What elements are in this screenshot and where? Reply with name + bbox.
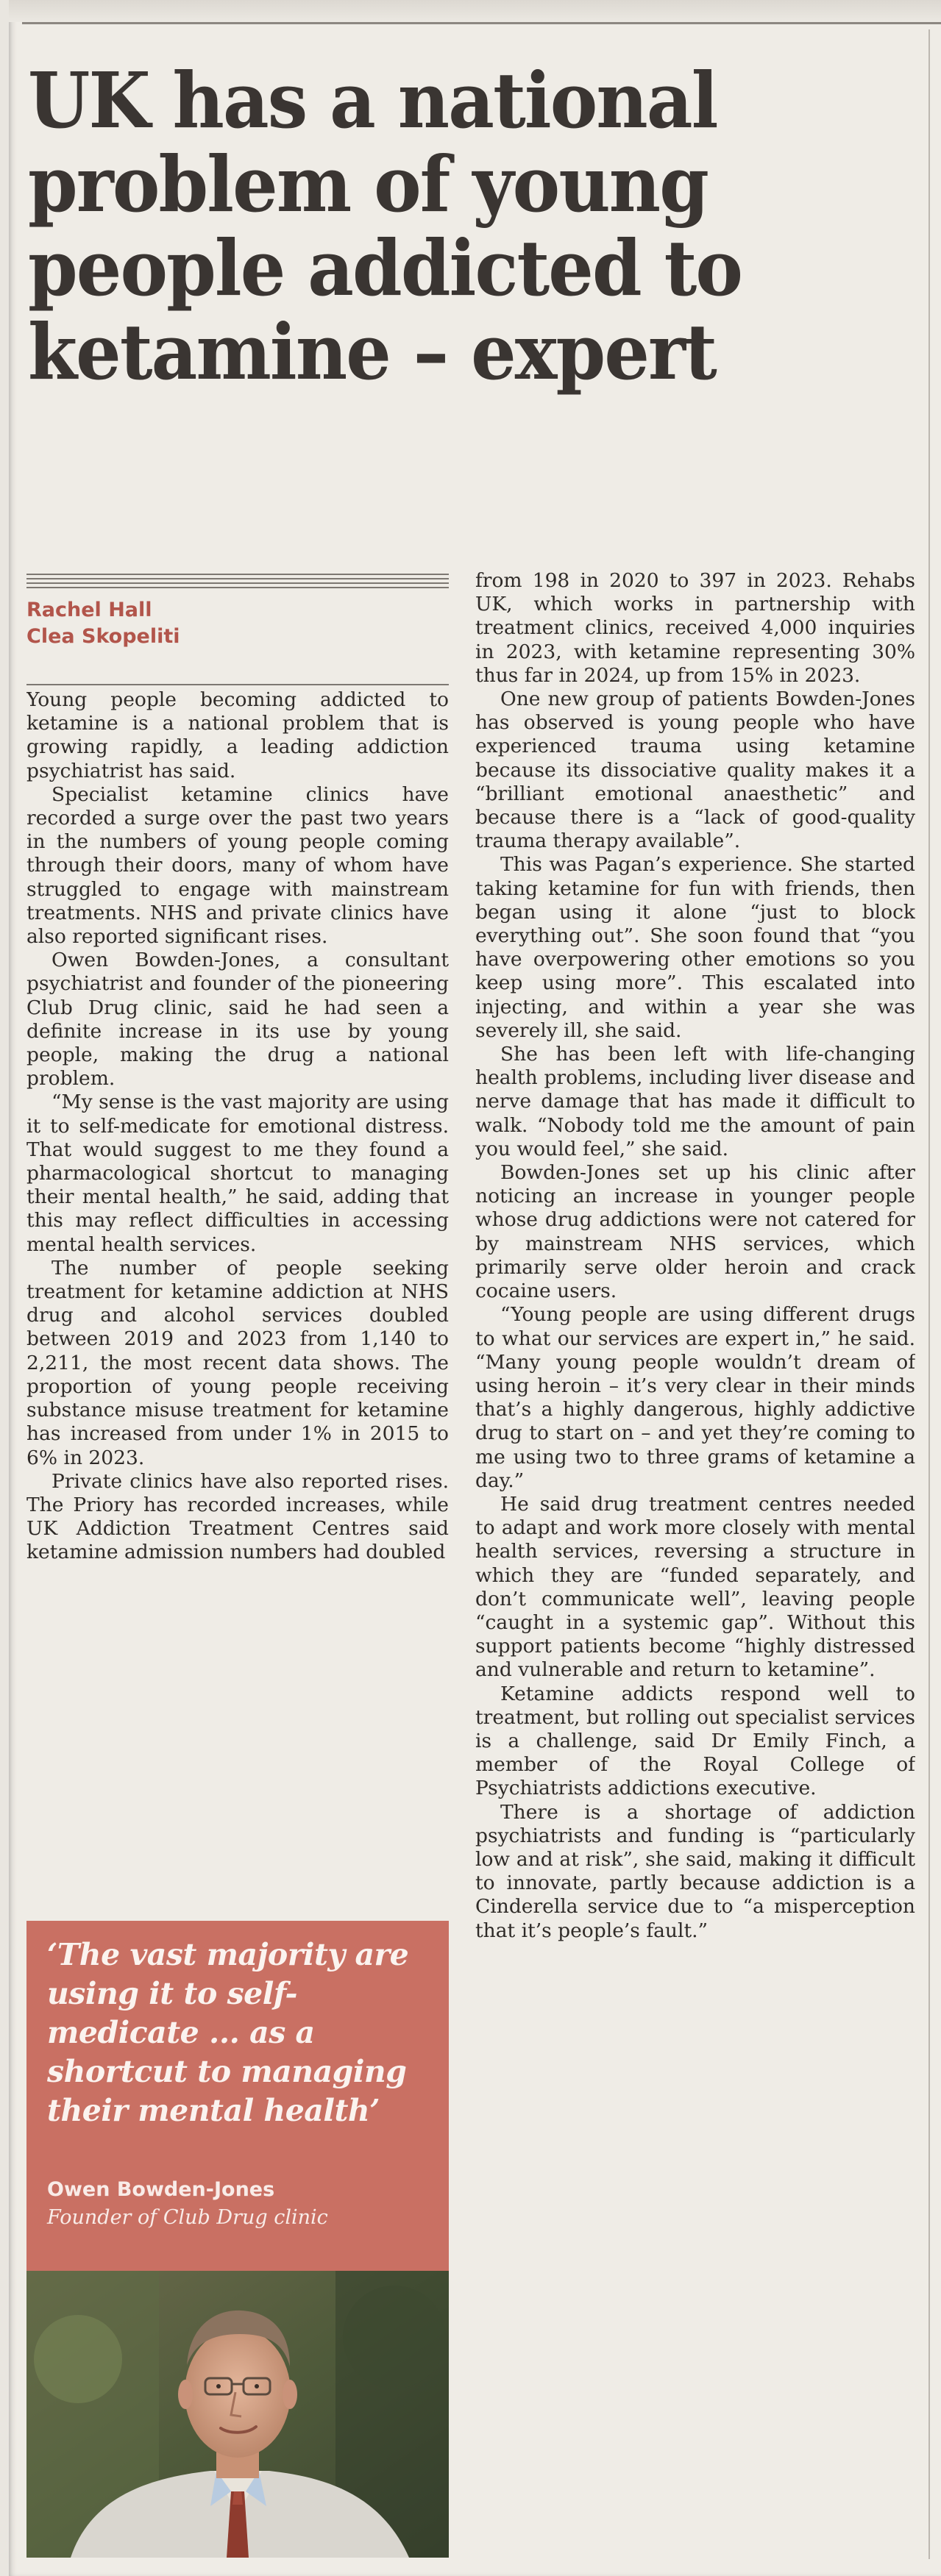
byline-rules bbox=[26, 574, 449, 591]
paragraph: Young people becoming addicted to ketamine is a national problem that is growing rapidly, a leading addiction psychiatrist has said. bbox=[26, 688, 449, 782]
column-rule bbox=[928, 29, 930, 2559]
top-rule bbox=[22, 22, 941, 24]
paragraph: The number of people seeking treatment for ketamine addiction at NHS drug and alcohol services doubled between 2019 and 2023 from 1,140 to 2,211, the most recent data shows. The proportion of young people receiving substance misuse treatment for ketamine has increased from under 1% in 2015 to 6% in 2023. bbox=[26, 1256, 449, 1469]
paragraph: One new group of patients Bowden-Jones has observed is young people who have experienced trauma using ketamine because its dissociative quality makes it a “brilliant emotional anaesthetic” and because there is a “lack of good-quality trauma therapy available”. bbox=[475, 688, 915, 853]
pull-quote bbox=[26, 1921, 449, 2271]
paragraph: There is a shortage of addiction psychiatrists and funding is “particularly low and at risk”, she said, making it difficult to innovate, partly because addiction is a Cinderella service due to “a misperception that it’s people’s fault.” bbox=[475, 1800, 915, 1942]
paragraph: Owen Bowden-Jones, a consultant psychiatrist and founder of the pioneering Club Drug clinic, said he had seen a definite increase in its use by young people, making the drug a national problem. bbox=[26, 949, 449, 1091]
paragraph: “My sense is the vast majority are using it to self-medicate for emotional distress. That would suggest to me they found a pharmacological shortcut to managing their mental health,” he said, adding that this may reflect difficulties in accessing mental health services. bbox=[26, 1091, 449, 1256]
paragraph: He said drug treatment centres needed to adapt and work more closely with mental health services, reversing a structure in which they are “funded separately, and don’t communicate well”, leaving people “caught in a systemic gap”. Without this support patients become “highly distressed and vulnerable and return to ketamine”. bbox=[475, 1492, 915, 1682]
byline-divider bbox=[26, 684, 449, 685]
column-1 bbox=[26, 688, 449, 1880]
paragraph: from 198 in 2020 to 397 in 2023. Rehabs UK, which works in partnership with treatment clinics, received 4,000 inquiries in 2023, with ketamine representing 30% thus far in 2024, up from 15% in 2023. bbox=[475, 569, 915, 687]
paragraph: Specialist ketamine clinics have recorded a surge over the past two years in the numbers of young people coming through their doors, many of whom have struggled to engage with mainstream treatments. NHS and private clinics have also reported significant rises. bbox=[26, 782, 449, 949]
byline bbox=[26, 597, 449, 650]
paragraph: She has been left with life-changing health problems, including liver disease and nerve damage that has made it difficult to walk. “Nobody told me the amount of pain you would feel,” she said. bbox=[475, 1043, 915, 1160]
portrait-photo bbox=[26, 2271, 449, 2558]
pull-quote-text: ‘The vast majority are using it to self-medicate ... as a shortcut to managing their mental health’ bbox=[47, 1937, 409, 2128]
page-top-strip bbox=[9, 0, 941, 22]
author-1: Rachel Hall bbox=[26, 599, 152, 621]
paragraph: This was Pagan’s experience. She started taking ketamine for fun with friends, then began using it alone “just to block everything out”. She soon found that “you have overpowering other emotions so you keep using more”. This escalated into injecting, and within a year she was severely ill, she said. bbox=[475, 853, 915, 1042]
paragraph: Bowden-Jones set up his clinic after noticing an increase in younger people whose drug addictions were not catered for by mainstream NHS services, which primarily serve older heroin and crack cocaine users. bbox=[475, 1161, 915, 1303]
portrait-illustration bbox=[26, 2271, 449, 2558]
paragraph: Private clinics have also reported rises. The Priory has recorded increases, while UK Addiction Treatment Centres said ketamine admission numbers had doubled bbox=[26, 1469, 449, 1564]
author-2: Clea Skopeliti bbox=[26, 625, 180, 648]
pull-quote-attribution-name: Owen Bowden-Jones bbox=[47, 2178, 275, 2201]
headline: UK has a national problem of young people addicted to ketamine – expert bbox=[28, 55, 742, 397]
pull-quote-attribution-role: Founder of Club Drug clinic bbox=[47, 2206, 328, 2229]
paragraph: Ketamine addicts respond well to treatment, but rolling out specialist services is a challenge, said Dr Emily Finch, a member of the Royal College of Psychiatrists addictions executive. bbox=[475, 1682, 915, 1800]
column-2 bbox=[475, 569, 915, 2555]
paragraph: “Young people are using different drugs to what our services are expert in,” he said. “Many young people wouldn’t dream of using heroin – it’s very clear in their minds that’s a highly dangerous, highly addictive drug to start on – and yet they’re coming to me using two to three grams of ketamine a day.” bbox=[475, 1303, 915, 1492]
